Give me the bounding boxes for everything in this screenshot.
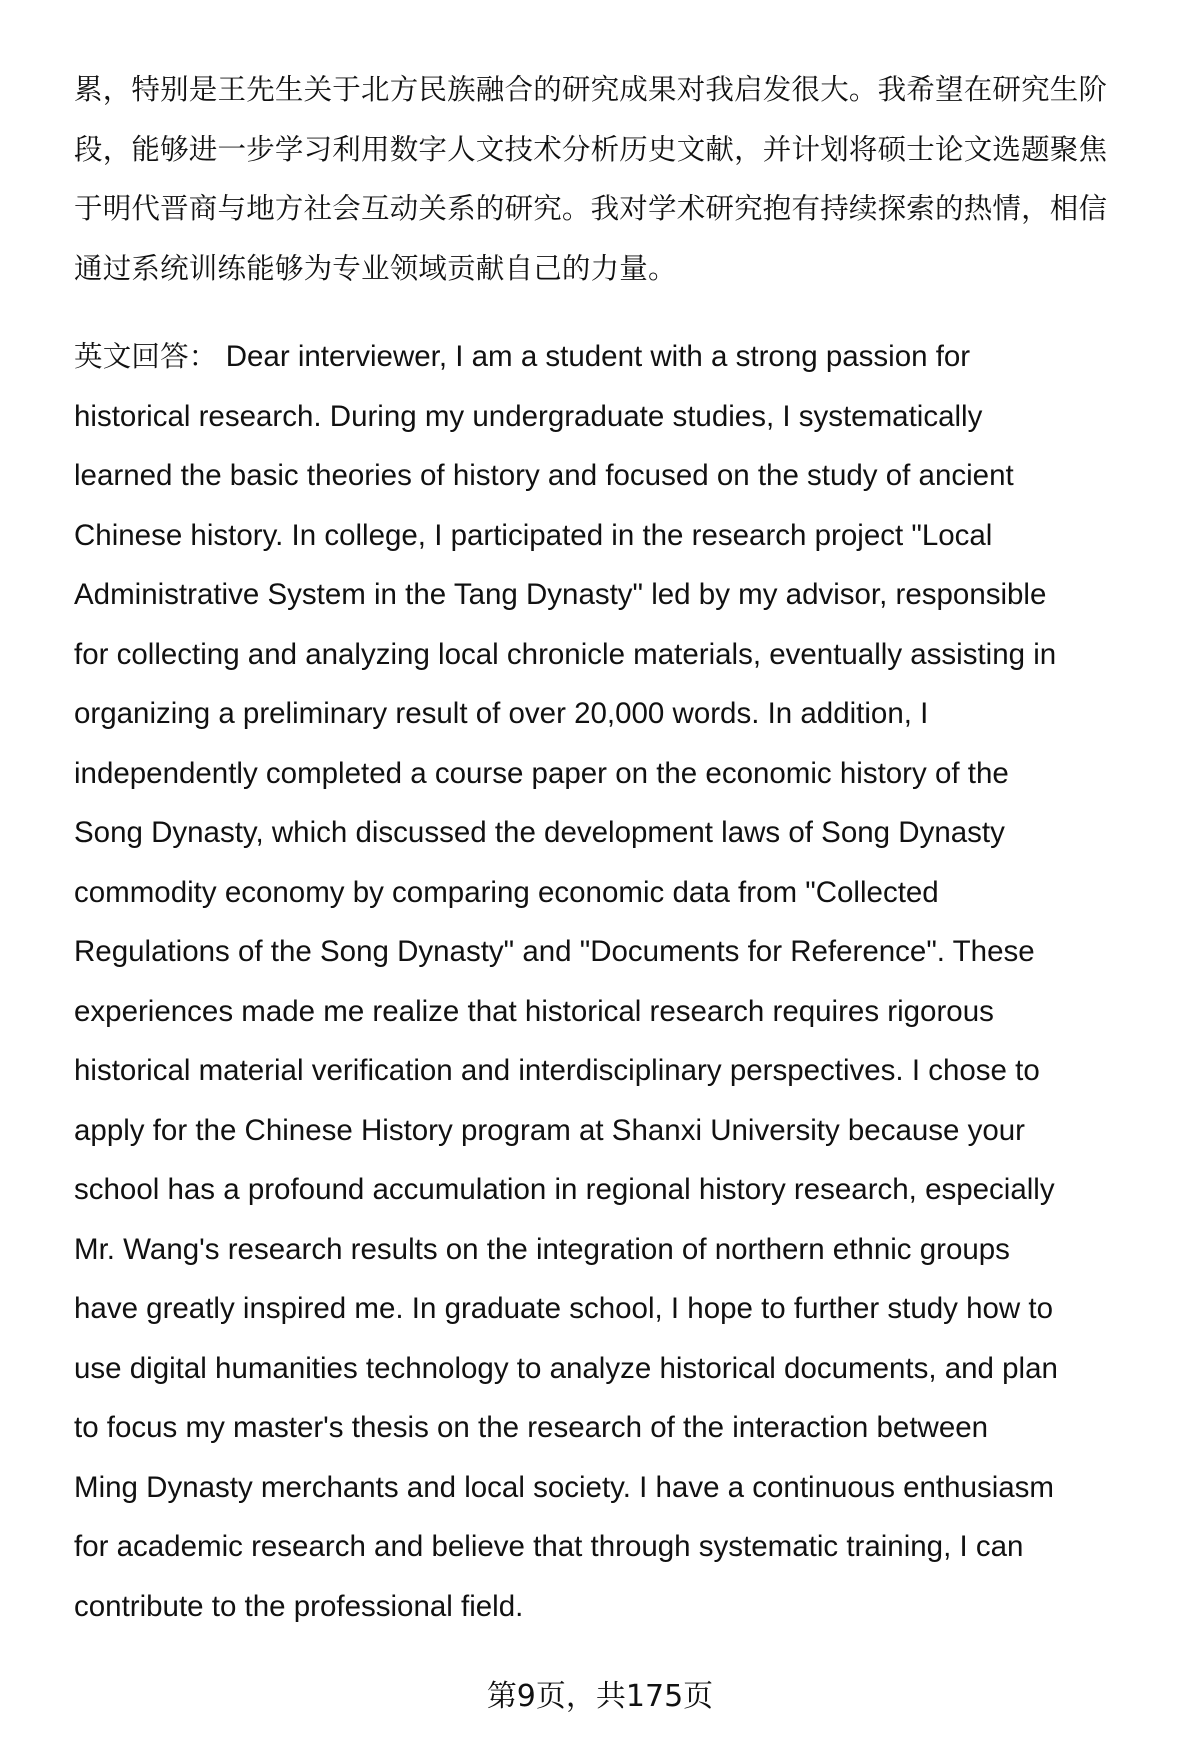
chinese-text-line: 通过系统训练能够为专业领域贡献自己的力量。: [74, 251, 677, 285]
chinese-text-line: 累，特别是王先生关于北方民族融合的研究成果对我启发很大。我希望在研究生阶: [74, 73, 1108, 106]
english-text-line: school has a profound accumulation in regional history research, especially: [74, 1173, 1055, 1206]
english-text-line: independently completed a course paper on the economic history of the: [74, 756, 1009, 790]
english-text-line: apply for the Chinese History program at Shanxi University because your: [74, 1113, 1026, 1147]
english-text-line: organizing a preliminary result of over 20,000 words. In addition, I: [74, 697, 929, 730]
english-text-line: commodity economy by comparing economic data from "Collected: [74, 875, 939, 909]
english-text-line: Chinese history. In college, I participated in the research project "Local: [74, 518, 993, 552]
chinese-text-line: 段，能够进一步学习利用数字人文技术分析历史文献，并计划将硕士论文选题聚焦: [74, 132, 1108, 166]
english-text-line: Ming Dynasty merchants and local society. I have a continuous enthusiasm: [74, 1470, 1055, 1504]
english-text-line: to focus my master's thesis on the research of the interaction between: [74, 1411, 989, 1444]
english-text-line: Mr. Wang's research results on the integration of northern ethnic groups: [74, 1232, 1010, 1266]
english-text-line: for collecting and analyzing local chronicle materials, eventually assisting in: [74, 637, 1057, 671]
english-text-line: have greatly inspired me. In graduate school, I hope to further study how to: [74, 1292, 1053, 1325]
english-text-line: Administrative System in the Tang Dynasty" led by my advisor, responsible: [74, 578, 1047, 611]
english-text-line: use digital humanities technology to analyze historical documents, and plan: [74, 1351, 1058, 1385]
chinese-text-line: 于明代晋商与地方社会互动关系的研究。我对学术研究抱有持续探索的热情，相信: [74, 192, 1108, 225]
english-text-line: learned the basic theories of history and focused on the study of ancient: [74, 459, 1014, 492]
english-text: Dear interviewer, I am a student with a strong passion for: [217, 340, 971, 373]
english-text-line: contribute to the professional field.: [74, 1589, 524, 1623]
english-answer-label: 英文回答：: [74, 341, 218, 373]
english-text-line: experiences made me realize that historical research requires rigorous: [74, 994, 994, 1028]
english-text-line: historical material verification and interdisciplinary perspectives. I chose to: [74, 1054, 1040, 1087]
english-text-line: historical research. During my undergraduate studies, I systematically: [74, 399, 983, 433]
english-text-line: Song Dynasty, which discussed the development laws of Song Dynasty: [74, 816, 1005, 849]
page-number: 第9页，共175页: [486, 1679, 714, 1714]
english-text-line: for academic research and believe that through systematic training, I can: [74, 1530, 1024, 1563]
english-text-line: Regulations of the Song Dynasty" and "Documents for Reference". These: [74, 935, 1035, 968]
english-text-line: [74, 337, 970, 377]
